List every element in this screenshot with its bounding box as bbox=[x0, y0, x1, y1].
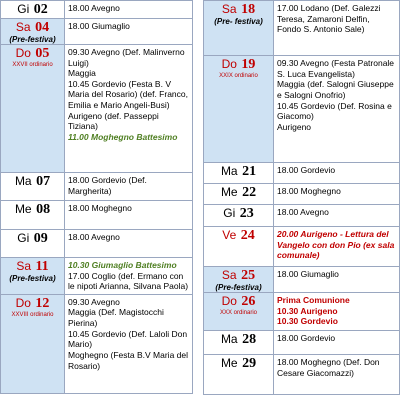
day-number: 11 bbox=[35, 258, 49, 274]
events-cell bbox=[65, 44, 193, 172]
date-cell bbox=[204, 184, 274, 205]
events-cell bbox=[274, 205, 400, 227]
day-number: 24 bbox=[240, 228, 255, 243]
left-day-row bbox=[1, 294, 193, 393]
right-day-row bbox=[204, 163, 400, 184]
day-number: 26 bbox=[241, 294, 256, 310]
date-cell bbox=[204, 355, 274, 395]
day-number: 23 bbox=[239, 206, 254, 221]
mass-entry: 17.00 Lodano (Def. Galezzi Teresa, Zamaroni Delfin, Fondo S. Antonio Sale) bbox=[277, 3, 381, 35]
mass-entry: 17.00 Coglio (def. Ermano con le nipoti Arianna, Silvana Paola) bbox=[68, 270, 189, 292]
weekday-label: Ma bbox=[220, 164, 238, 178]
mass-entry: 10.30 Giumaglio Battesimo bbox=[68, 259, 177, 270]
liturgical-week-label: XXVIII ordinario bbox=[11, 311, 54, 318]
left-day-row bbox=[1, 172, 193, 200]
right-day-row bbox=[204, 267, 400, 293]
mass-entry: Maggia bbox=[68, 68, 96, 79]
weekday-label: Ma bbox=[220, 332, 238, 347]
right-day-row bbox=[204, 56, 400, 163]
weekday-label: Gi bbox=[17, 230, 30, 245]
left-rows bbox=[1, 1, 193, 394]
mass-entry: Moghegno (Festa B.V Maria del Rosario) bbox=[68, 349, 189, 371]
mass-entry: 18.00 Gordevio (Def. Margherita) bbox=[68, 174, 147, 196]
mass-entry: Aurigeno (def. Passeppi Tiziana) bbox=[68, 110, 159, 132]
mass-entry: Maggia (def. Salogni Giuseppe e Salogni Onofrio) bbox=[277, 79, 394, 100]
mass-entry: Prima Comunione bbox=[277, 295, 350, 306]
date-cell bbox=[204, 267, 274, 293]
mass-entry: 18.00 Avegno bbox=[68, 231, 120, 242]
weekday-label: Gi bbox=[17, 2, 30, 16]
day-number: 04 bbox=[35, 19, 50, 35]
date-cell bbox=[204, 163, 274, 184]
right-day-row bbox=[204, 184, 400, 205]
events-cell bbox=[65, 172, 193, 200]
right-rows bbox=[204, 1, 400, 395]
mass-entry: 18.00 Avegno bbox=[68, 3, 120, 13]
mass-entry: 18.00 Moghegno bbox=[68, 202, 132, 213]
day-number: 09 bbox=[33, 230, 48, 246]
weekday-label: Do bbox=[15, 45, 31, 60]
mass-entry: Maggia (Def. Magistocchi Pierina) bbox=[68, 307, 164, 329]
prefestive-note: (Pre-festiva) bbox=[9, 34, 56, 44]
mass-entry: 11.00 Moghegno Battesimo bbox=[68, 131, 178, 142]
right-day-row bbox=[204, 331, 400, 355]
right-schedule-table bbox=[203, 0, 400, 395]
date-cell bbox=[204, 1, 274, 56]
prefestive-note: (Pre-festiva) bbox=[9, 273, 56, 283]
mass-entry: 18.00 Avegno bbox=[277, 207, 329, 217]
weekday-label: Do bbox=[221, 57, 237, 71]
date-cell bbox=[1, 1, 65, 19]
events-cell bbox=[65, 229, 193, 257]
liturgical-week-label: XXVII ordinario bbox=[12, 61, 53, 68]
mass-entry: 09.30 Avegno bbox=[68, 296, 120, 307]
events-cell bbox=[274, 56, 400, 163]
mass-entry: 20.00 Aurigeno - Lettura del Vangelo con don Pio (ex sala comunale) bbox=[277, 229, 395, 261]
left-day-row bbox=[1, 18, 193, 44]
day-number: 21 bbox=[242, 164, 257, 179]
mass-entry: 18.00 Giumaglio bbox=[68, 20, 130, 31]
mass-entry: Aurigeno bbox=[277, 121, 312, 132]
events-cell bbox=[65, 18, 193, 44]
day-number: 05 bbox=[35, 45, 50, 61]
date-cell bbox=[204, 331, 274, 355]
weekday-label: Sa bbox=[221, 2, 237, 16]
date-cell bbox=[204, 56, 274, 163]
weekday-label: Me bbox=[220, 185, 238, 199]
date-cell bbox=[1, 172, 65, 200]
mass-entry: 09.30 Avegno (Def. Malinverno Luigi) bbox=[68, 46, 185, 68]
mass-entry: 18.00 Giumaglio bbox=[277, 269, 339, 279]
left-day-row bbox=[1, 200, 193, 229]
day-number: 22 bbox=[242, 185, 257, 200]
right-day-row bbox=[204, 1, 400, 56]
day-number: 12 bbox=[35, 295, 50, 311]
events-cell bbox=[274, 227, 400, 267]
day-number: 28 bbox=[242, 332, 257, 348]
liturgical-week-label: XXIX ordinario bbox=[219, 72, 258, 79]
events-cell bbox=[274, 293, 400, 331]
mass-entry: 10.45 Gordevio (Def. Rosina e Giacomo) bbox=[277, 100, 392, 122]
weekday-label: Ve bbox=[222, 228, 237, 242]
weekday-label: Do bbox=[15, 295, 31, 310]
day-number: 02 bbox=[33, 2, 48, 17]
weekday-label: Sa bbox=[16, 258, 31, 273]
prefestive-note: (Pre-festiva) bbox=[215, 282, 262, 292]
left-schedule-table bbox=[0, 0, 193, 394]
left-day-row bbox=[1, 44, 193, 172]
day-number: 08 bbox=[36, 201, 51, 217]
day-number: 25 bbox=[241, 268, 256, 283]
events-cell bbox=[65, 200, 193, 229]
mass-entry: 09.30 Avegno (Festa Patronale S. Luca Evangelista) bbox=[277, 58, 395, 79]
events-cell bbox=[274, 267, 400, 293]
mass-entry: 10.30 Aurigeno bbox=[277, 305, 338, 316]
left-day-row bbox=[1, 229, 193, 257]
date-cell bbox=[204, 293, 274, 331]
liturgical-week-label: XXX ordinario bbox=[219, 309, 258, 316]
weekday-label: Gi bbox=[223, 206, 236, 220]
events-cell bbox=[274, 355, 400, 395]
prefestive-note: (Pre- festiva) bbox=[214, 16, 263, 26]
events-cell bbox=[65, 1, 193, 19]
mass-entry: 10.45 Gordevio (Def. Laloli Don Mario) bbox=[68, 328, 188, 350]
events-cell bbox=[274, 331, 400, 355]
events-cell bbox=[65, 257, 193, 294]
right-day-row bbox=[204, 205, 400, 227]
left-schedule-column bbox=[0, 0, 193, 394]
right-day-row bbox=[204, 355, 400, 395]
date-cell bbox=[1, 18, 65, 44]
weekday-label: Me bbox=[14, 201, 32, 216]
date-cell bbox=[204, 205, 274, 227]
date-cell bbox=[1, 294, 65, 393]
date-cell bbox=[204, 227, 274, 267]
date-cell bbox=[1, 44, 65, 172]
day-number: 19 bbox=[241, 57, 256, 72]
weekday-label: Sa bbox=[15, 19, 31, 34]
day-number: 07 bbox=[36, 173, 51, 189]
mass-entry: 18.00 Gordevio bbox=[277, 165, 336, 175]
right-day-row bbox=[204, 293, 400, 331]
mass-entry: 18.00 Moghegno (Def. Don Cesare Giacomazzi) bbox=[277, 357, 380, 378]
weekday-label: Ma bbox=[14, 173, 32, 188]
mass-entry: 10.30 Gordevio bbox=[277, 316, 338, 327]
date-cell bbox=[1, 200, 65, 229]
events-cell bbox=[65, 294, 193, 393]
right-schedule-column bbox=[203, 0, 400, 395]
day-number: 29 bbox=[242, 356, 257, 372]
weekday-label: Do bbox=[221, 294, 237, 309]
events-cell bbox=[274, 163, 400, 184]
day-number: 18 bbox=[241, 2, 256, 17]
left-day-row bbox=[1, 257, 193, 294]
left-day-row bbox=[1, 1, 193, 19]
mass-entry: 18.00 Moghegno bbox=[277, 186, 341, 196]
events-cell bbox=[274, 1, 400, 56]
mass-entry: 10.45 Gordevio (Festa B. V Maria del Rosario) (def. Franco, Emilia e Mario Angeli-Busi) bbox=[68, 78, 188, 111]
date-cell bbox=[1, 229, 65, 257]
date-cell bbox=[1, 257, 65, 294]
weekday-label: Me bbox=[220, 356, 238, 371]
weekday-label: Sa bbox=[221, 268, 237, 282]
events-cell bbox=[274, 184, 400, 205]
mass-entry: 18.00 Gordevio bbox=[277, 333, 336, 344]
right-day-row bbox=[204, 227, 400, 267]
